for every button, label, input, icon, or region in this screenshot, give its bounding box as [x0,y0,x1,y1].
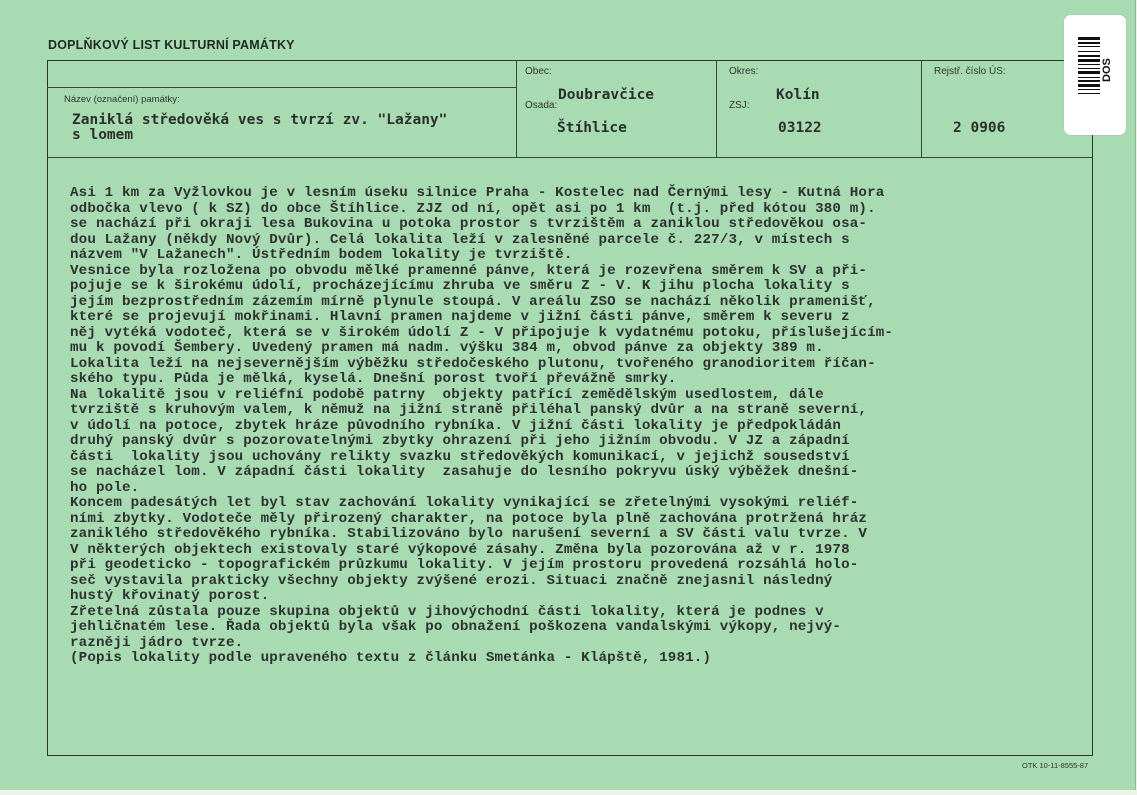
description-line: seč vystavila prakticky všechny objekty zvýšené erozi. Situaci značně znejasnil následný [70,572,833,589]
description-line: jejím bezprostředním zázemím mírně plynule stoupá. V areálu ZSO se nachází několik pramenišť, [70,293,876,310]
description-line: dou Lažany (někdy Nový Dvůr). Celá lokalita leží v zalesněné parcele č. 227/3, v místech s [70,231,850,248]
description-line: (Popis lokality podle upraveného textu z článku Smetánka - Klápště, 1981.) [70,650,712,666]
description-line: Lokalita leží na nejsevernějším výběžku středočeského plutonu, tvořeného granodioritem říčan- [70,355,876,372]
barcode-bar [1078,46,1100,47]
barcode-bar [1078,80,1100,82]
description-text [70,186,893,667]
divider-rejstr-left [921,60,922,158]
barcode-bar [1078,71,1100,74]
barcode-icon [1078,37,1100,117]
description-line: při geodeticko - topografickém průzkumu lokality. V jejím prostoru provedená rozsáhlá holo- [70,557,859,573]
barcode-bar [1078,42,1100,44]
description-line: Vesnice byla rozložena po obvodu mělké pramenné pánve, která je rozevřena směrem k SV a při- [70,262,868,279]
divider-okres-left [716,60,717,158]
description-line: které se projevují mokřinami. Hlavní pramen najdeme v jižní části pánve, směrem k severu z [70,309,850,325]
barcode-bar [1078,59,1100,62]
value-obec: Doubravčice [558,87,655,103]
barcode-bar [1078,64,1100,65]
barcode-bar [1078,77,1100,78]
label-okres: Okres: [729,66,759,77]
description-line: Na lokalitě jsou v reliéfní podobě patrny objekty patřící zemědělským usedlostem, dále [70,386,824,403]
description-line: tvrziště s kruhovým valem, k němuž na jižní straně přiléhal panský dvůr a na straně severní, [70,402,868,418]
description-line: názvem "V Lažanech". Ústředním bodem lokality je tvrziště. [70,247,573,263]
description-line: části lokality jsou uchovány relikty svazku středověkých komunikací, v jejichž sousedství [70,448,850,465]
description-line: hustý křovinatý porost. [70,588,270,604]
divider-obec-left [516,60,517,158]
barcode-bar [1078,84,1100,87]
barcode-bar [1078,89,1100,90]
description-line: ho pole. [70,479,140,496]
description-line: jehličnatém lese. Řada objektů byla však po obnažení poškozena vandalskými výkopy, nejvý- [70,619,842,635]
barcode-bar [1078,93,1100,94]
description-line: zaniklého středověkého rybníka. Stabilizováno bylo narušení severní a SV části valu tvrze. V [70,526,868,542]
description-line: Zřetelná zůstala pouze skupina objektů v jihovýchodní části lokality, která je podnes v [70,603,824,620]
footer-code: OTK 10-11-8555-87 [1022,761,1089,770]
barcode-sticker [1064,15,1126,135]
description-line: Asi 1 km za Vyžlovkou je v lesním úseku silnice Praha - Kostelec nad Černými lesy - Kutná Hora [70,185,885,201]
value-nazev-line2: s lomem [72,127,134,143]
description-line: Koncem padesátých let byl stav zachování lokality vynikající se zřetelnými vysokými reliéf- [70,495,859,511]
divider-header-bottom [47,157,1093,158]
label-obec: Obec: [525,66,552,77]
divider-nazev-top [47,87,517,88]
label-zsj: ZSJ: [729,100,750,111]
description-line: ními zbytky. Vodoteče měly přirozený charakter, na potoce byla plně zachována protržená hráz [70,510,868,527]
barcode-bar [1078,55,1100,57]
value-rejstr: 2 0906 [953,120,1006,136]
description-line: druhý panský dvůr s pozorovatelnými zbytky ohrazení při jeho jižním obvodu. V JZ a západní [70,433,850,449]
label-rejstr: Rejstř. číslo ÚS: [934,66,1006,77]
barcode-bar [1078,51,1100,52]
value-okres: Kolín [776,87,820,103]
label-nazev: Název (označení) památky: [64,94,180,105]
description-line: odbočka vlevo ( k SZ) do obce Štíhlice. ZJZ od ní, opět asi po 1 km (t.j. před kótou 380 m). [70,200,876,217]
description-line: se nachází při okraji lesa Bukovina u potoka prostor s tvrzištěm a zaniklou středověkou osa- [70,216,868,232]
description-line: pojuje se k širokému údolí, procházejícímu zhruba ve směru Z - V. K jihu plocha lokality s [70,278,850,294]
description-line: V některých objektech existovaly staré výkopové zásahy. Změna byla pozorována až v r. 1978 [70,541,850,558]
barcode-bar [1078,68,1100,69]
description-line: ského typu. Půda je mělká, kyselá. Dnešní porost tvoří převážně smrky. [70,371,677,387]
description-line: v údolí na potoce, zbytek hráze původního rybníka. V jižní části lokality je předpokládán [70,417,842,434]
value-nazev-line1: Zaniklá středověká ves s tvrzí zv. "Lažany" [72,112,448,128]
value-zsj: 03122 [778,120,822,136]
card-title: DOPLŇKOVÝ LIST KULTURNÍ PAMÁTKY [48,38,295,52]
barcode-label: DOS [1101,58,1113,82]
description-line: mu k povodí Šembery. Uvedený pramen má nadm. výšku 384 m, obvod pánve za objekty 389 m. [70,340,824,356]
description-line: razněji jádro tvrze. [70,634,244,651]
value-osada: Štíhlice [557,120,627,136]
barcode-bar [1078,37,1100,40]
description-line: něj vytéká vodoteč, která se v širokém údolí Z - V připojuje k vydatnému potoku, příslušejícím- [70,324,894,341]
label-osada: Osada: [525,100,558,111]
description-line: se nacházel lom. V západní části lokality zasahuje do lesního pokryvu úský výběžek dnešní- [70,464,859,480]
